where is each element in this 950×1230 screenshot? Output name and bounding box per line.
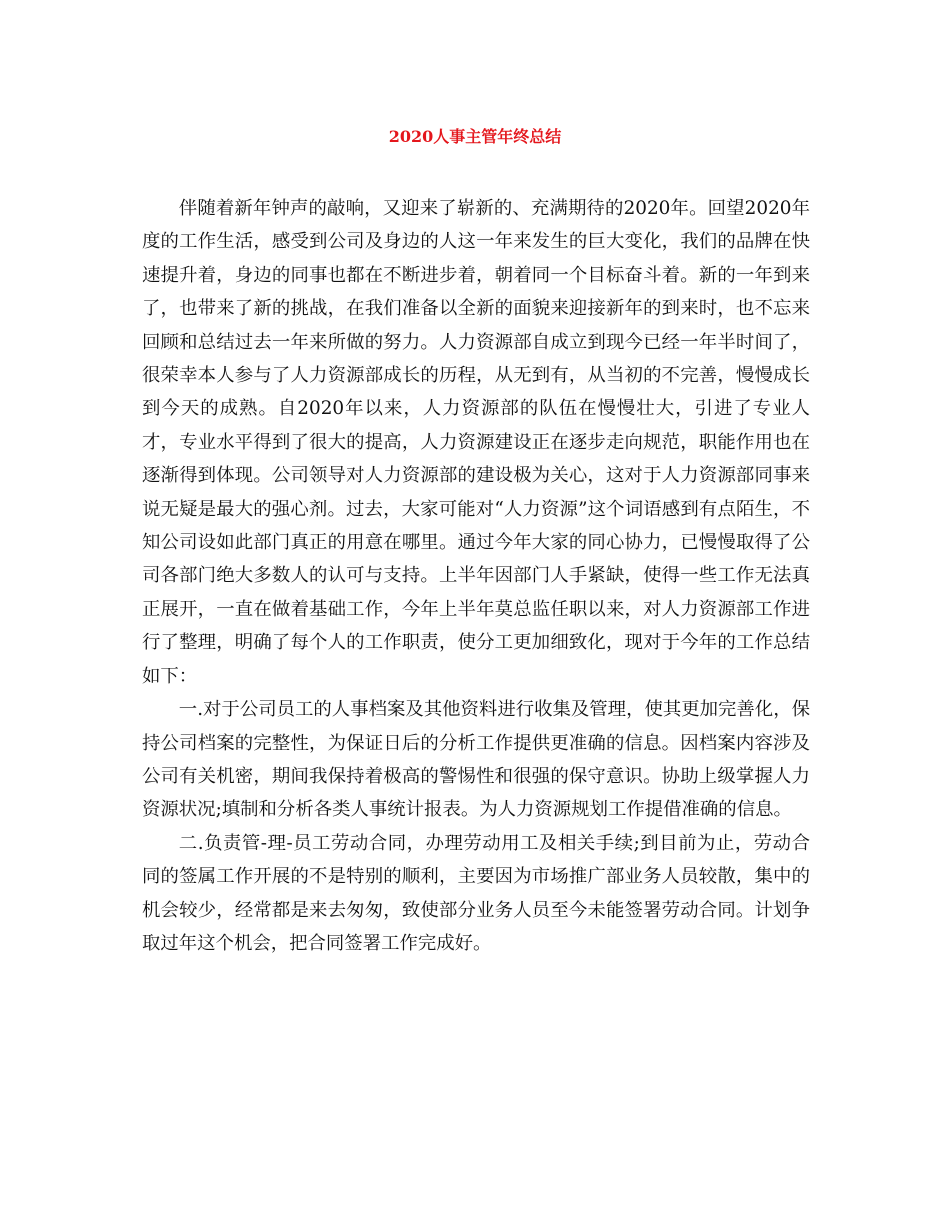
document-title: 2020人事主管年终总结 [388, 127, 562, 146]
paragraph-item-two: 二.负责管-理-员工劳动合同，办理劳动用工及相关手续;到目前为止，劳动合同的签属工作开展的不是特别的顺利，主要因为市场推广部业务人员较散，集中的机会较少，经常都是来去匆匆，致使部分业务人员至今未能签署劳动合同。计划争取过年这个机会，把合同签署工作完成好。 [142, 832, 810, 954]
document-body [142, 192, 810, 960]
paragraph-intro: 伴随着新年钟声的敲响，又迎来了崭新的、充满期待的2020年。回望2020年度的工作生活，感受到公司及身边的人这一年来发生的巨大变化，我们的品牌在快速提升着，身边的同事也都在不断进步着，朝着同一个目标奋斗着。新的一年到来了，也带来了新的挑战，在我们准备以全新的面貌来迎接新年的到来时，也不忘来回顾和总结过去一年来所做的努力。人力资源部自成立到现今已经一年半时间了，很荣幸本人参与了人力资源部成长的历程，从无到有，从当初的不完善，慢慢成长到今天的成熟。自2020年以来，人力资源部的队伍在慢慢壮大，引进了专业人才，专业水平得到了很大的提高，人力资源建设正在逐步走向规范，职能作用也在逐渐得到体现。公司领导对人力资源部的建设极为关心，这对于人力资源部同事来说无疑是最大的强心剂。过去，大家可能对“人力资源”这个词语感到有点陌生，不知公司设如此部门真正的用意在哪里。通过今年大家的同心协力，已慢慢取得了公司各部门绝大多数人的认可与支持。上半年因部门人手紧缺，使得一些工作无法真正展开，一直在做着基础工作，今年上半年莫总监任职以来，对人力资源部工作进行了整理，明确了每个人的工作职责，使分工更加细致化，现对于今年的工作总结如下： [142, 198, 810, 687]
paragraph-item-one: 一.对于公司员工的人事档案及其他资料进行收集及管理，使其更加完善化，保持公司档案的完整性，为保证日后的分析工作提供更准确的信息。因档案内容涉及公司有关机密，期间我保持着极高的警惕性和很强的保守意识。协助上级掌握人力资源状况;填制和分析各类人事统计报表。为人力资源规划工作提借准确的信息。 [142, 699, 810, 821]
